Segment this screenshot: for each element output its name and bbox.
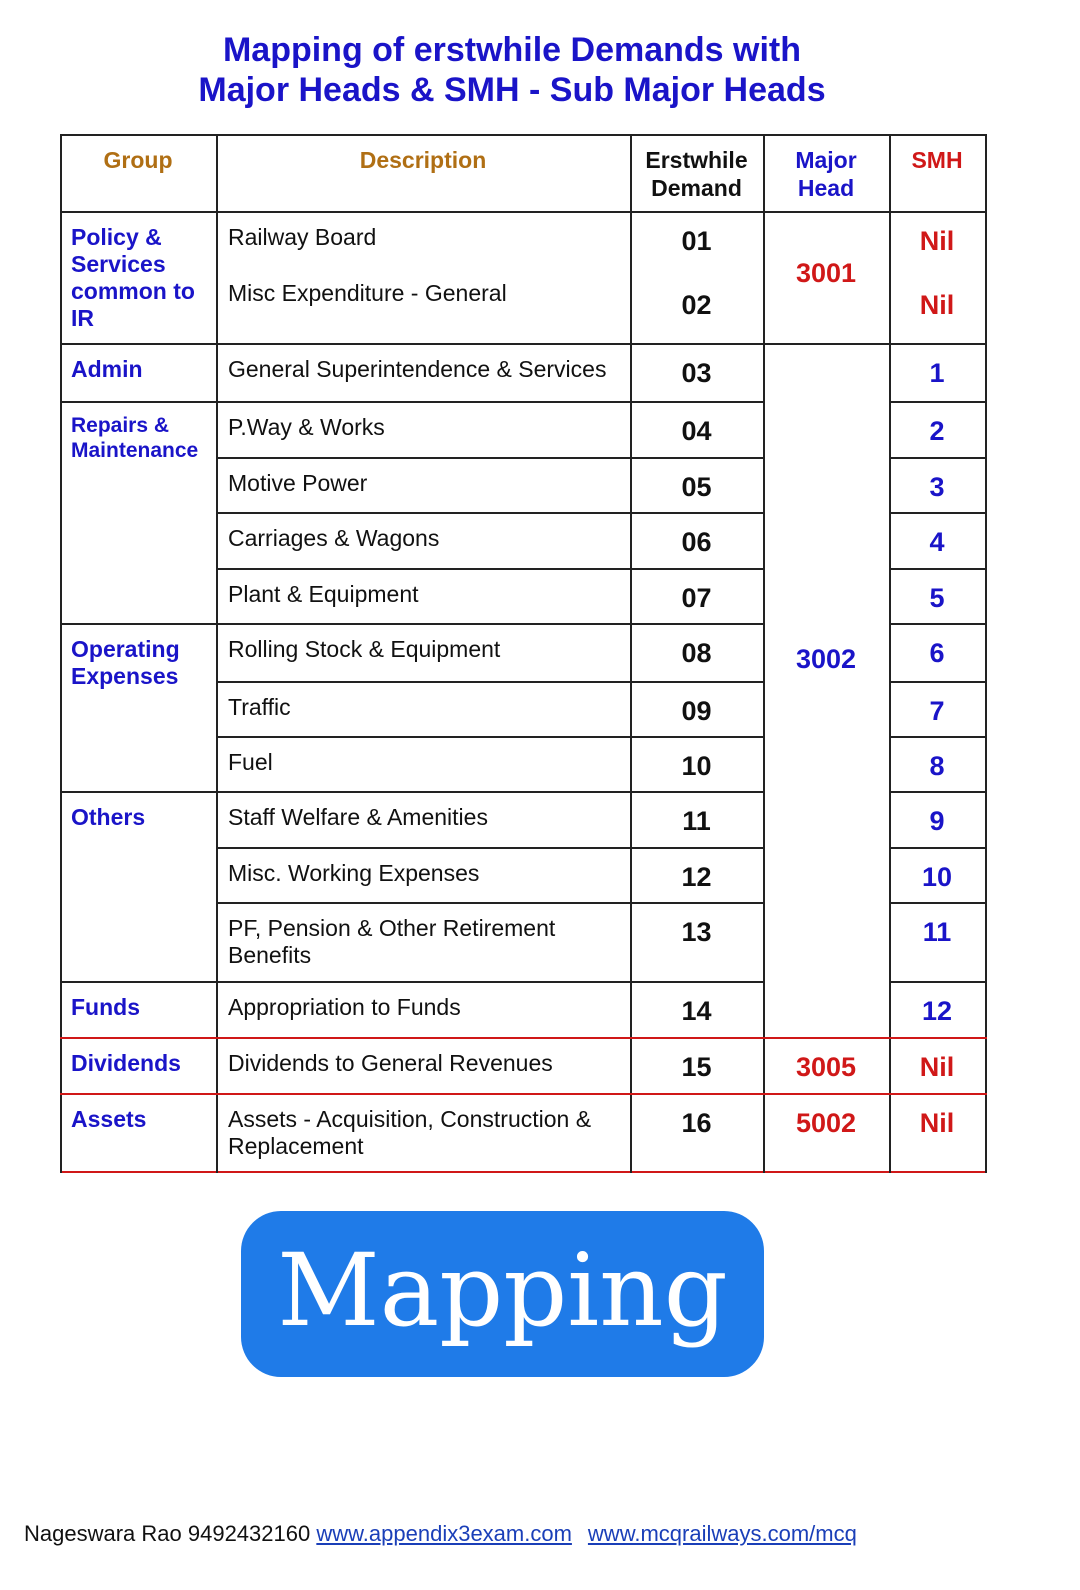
group-dividends: Dividends [71,1050,181,1076]
row-description: Appropriation to Funds [228,994,461,1020]
row-smh: Nil [919,226,955,256]
row-smh: 6 [929,638,945,668]
row-divider [889,457,987,459]
row-divider [889,736,987,738]
row-description: Traffic [228,694,291,720]
footer-link-mcqrailways[interactable]: www.mcqrailways.com/mcq [587,1521,857,1546]
row-divider [216,512,763,514]
row-description: Motive Power [228,470,368,496]
row-smh: 4 [929,527,945,557]
row-divider [889,981,987,983]
row-divider [60,1093,987,1095]
major-head-3005: 3005 [795,1052,857,1082]
table-border-top [60,134,987,136]
column-divider [630,134,632,1173]
row-divider [216,736,763,738]
major-head-3002: 3002 [795,644,857,674]
row-demand: 09 [681,696,712,726]
row-divider [889,902,987,904]
row-description: P.Way & Works [228,414,385,440]
header-major-line1: Major [795,147,857,173]
row-description: Rolling Stock & Equipment [228,636,501,662]
page-title [0,30,1024,110]
row-demand: 06 [681,527,712,557]
row-demand: 01 [681,226,712,256]
header-major-line2: Head [797,175,855,201]
row-divider [889,623,987,625]
row-divider [216,457,763,459]
row-divider [889,681,987,683]
row-description: Misc. Working Expenses [228,860,480,886]
row-description: Assets - Acquisition, Construction & Replacement [228,1106,592,1159]
row-smh: 2 [929,416,945,446]
row-divider [60,401,763,403]
column-divider [889,134,891,1173]
row-description: PF, Pension & Other Retirement Benefits [228,915,556,968]
row-divider [889,847,987,849]
row-description: General Superintendence & Services [228,356,607,382]
footer [24,1521,857,1547]
row-smh: 12 [921,996,953,1026]
row-divider [216,681,763,683]
row-smh: 3 [929,472,945,502]
header-erstwhile-demand [630,134,763,212]
row-demand: 15 [681,1052,712,1082]
row-divider [60,1037,987,1039]
row-description: Dividends to General Revenues [228,1050,553,1076]
row-demand: 11 [682,806,711,836]
footer-link-appendix3exam[interactable]: www.appendix3exam.com [316,1521,572,1546]
header-group: Group [103,147,173,173]
row-divider [889,568,987,570]
header-description: Description [359,147,487,173]
table-border-bottom [60,1171,987,1173]
row-smh: Nil [919,1052,955,1082]
row-divider [60,343,987,345]
row-smh: Nil [919,1108,955,1138]
row-smh: 7 [929,696,945,726]
row-demand: 10 [681,751,712,781]
row-divider [889,791,987,793]
row-demand: 16 [681,1108,712,1138]
row-smh: 5 [929,583,945,613]
major-head-3001: 3001 [795,258,857,288]
header-major-head [763,134,889,212]
row-divider [216,902,763,904]
table-border-right [985,134,987,1173]
major-head-5002: 5002 [795,1108,857,1138]
row-divider [216,568,763,570]
group-funds: Funds [71,994,140,1020]
row-smh: 11 [922,917,952,947]
row-demand: 13 [681,917,712,947]
row-divider [216,847,763,849]
column-divider [216,134,218,1173]
title-line-1: Mapping of erstwhile Demands with [222,31,802,69]
column-divider [763,134,765,1173]
row-description: Railway Board [228,224,377,250]
row-smh: 9 [929,806,945,836]
row-description: Staff Welfare & Amenities [228,804,488,830]
group-operating-expenses: Operating Expenses [71,636,180,689]
row-description: Plant & Equipment [228,581,419,607]
row-demand: 07 [681,583,712,613]
row-demand: 04 [681,416,712,446]
row-demand: 02 [681,290,712,320]
header-demand-line1: Erstwhile [645,147,748,173]
row-description: Fuel [228,749,273,775]
group-others: Others [71,804,146,830]
header-smh: SMH [911,147,963,173]
row-demand: 08 [681,638,712,668]
mapping-badge: Mapping [241,1211,764,1377]
row-smh: 8 [929,751,945,781]
row-description: Misc Expenditure - General [228,280,507,306]
row-description: Carriages & Wagons [228,525,440,551]
row-smh: 1 [929,358,945,388]
header-demand-line2: Demand [651,175,742,201]
row-demand: 14 [681,996,712,1026]
table-border-left [60,134,62,1173]
title-line-2: Major Heads & SMH - Sub Major Heads [198,71,826,109]
row-divider [889,512,987,514]
group-policy-services: Policy & Services common to IR [71,224,195,331]
row-smh: 10 [921,862,953,892]
row-demand: 12 [681,862,712,892]
row-divider [889,401,987,403]
footer-author: Nageswara Rao 9492432160 [24,1521,311,1546]
row-divider [60,623,763,625]
row-demand: 05 [681,472,712,502]
row-divider [60,791,763,793]
group-repairs-maintenance: Repairs & Maintenance [71,414,199,462]
row-divider [60,981,763,983]
group-admin: Admin [71,356,143,382]
row-demand: 03 [681,358,712,388]
row-smh: Nil [919,290,955,320]
group-assets: Assets [71,1106,147,1132]
row-divider [60,211,987,213]
